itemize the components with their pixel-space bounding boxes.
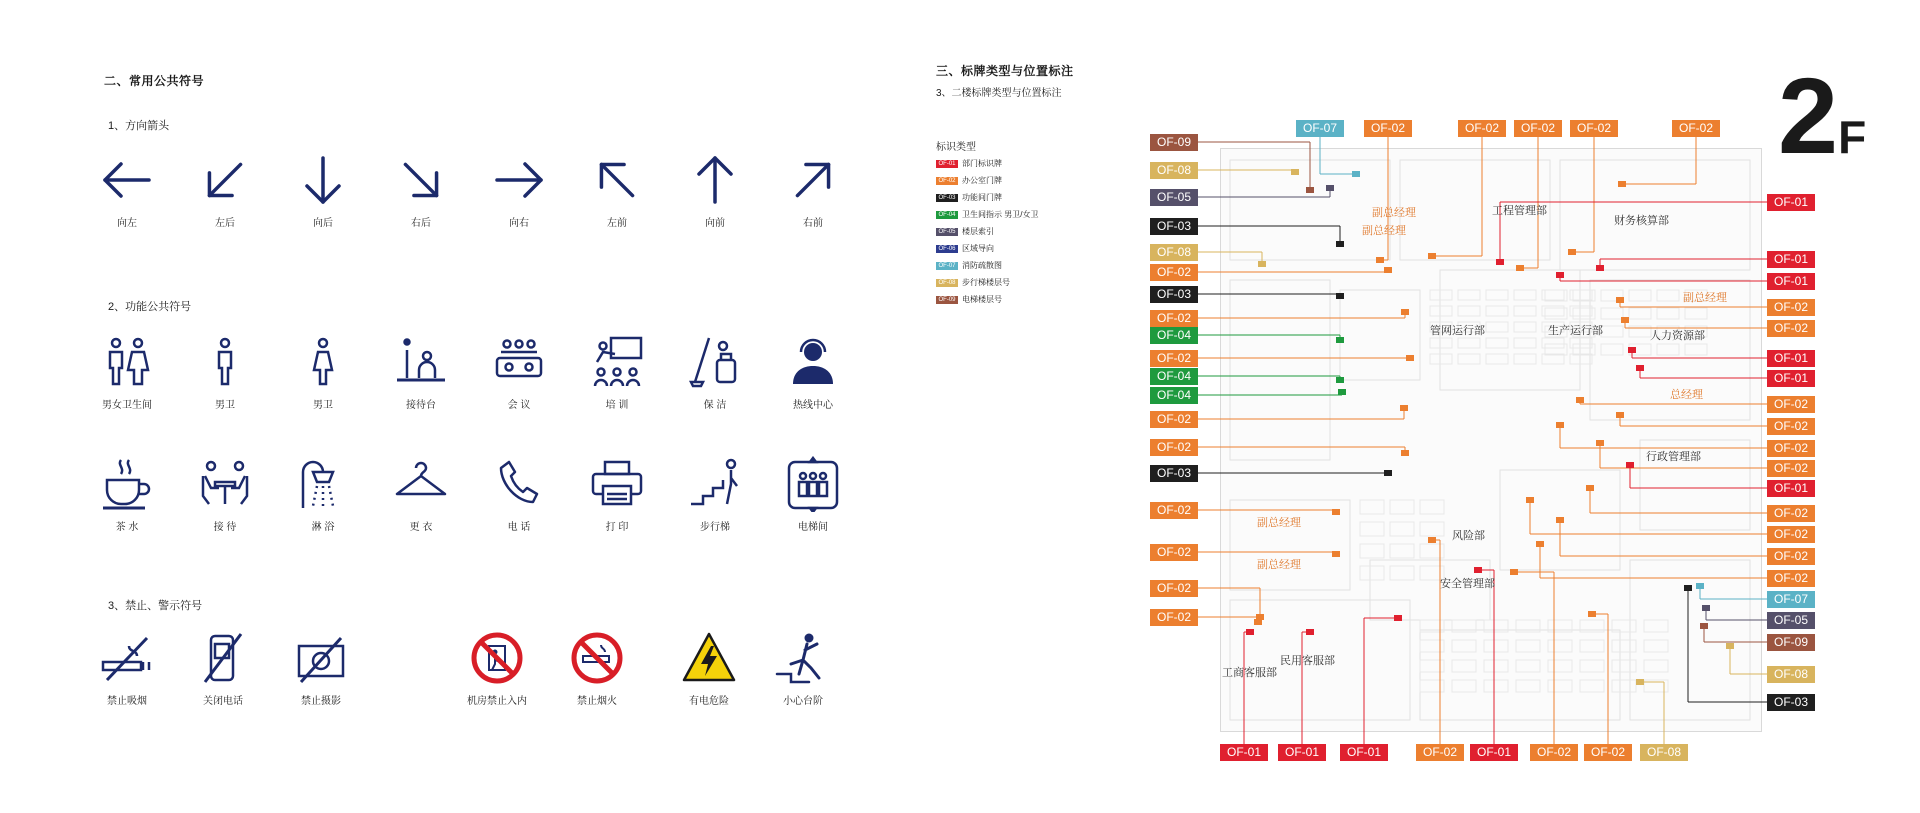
sign-tag-of-02: OF-02 <box>1416 744 1464 761</box>
symbol-label: 淋 浴 <box>311 522 335 533</box>
symbol-label: 机房禁止入内 <box>467 696 527 707</box>
legend-swatch: OF-08 <box>936 279 958 287</box>
sign-tag-of-04: OF-04 <box>1150 387 1198 404</box>
sign-tag-of-03: OF-03 <box>1150 218 1198 235</box>
room-label: 工程管理部 <box>1492 204 1547 217</box>
room-label: 管网运行部 <box>1430 324 1485 337</box>
sign-tag-of-01: OF-01 <box>1767 273 1815 290</box>
room-label: 财务核算部 <box>1614 214 1669 227</box>
sign-tag-of-02: OF-02 <box>1767 418 1815 435</box>
room-label: 生产运行部 <box>1548 324 1603 337</box>
sign-tag-of-02: OF-02 <box>1767 526 1815 543</box>
sign-tag-of-08: OF-08 <box>1767 666 1815 683</box>
legend-label: 消防疏散图 <box>962 261 1002 270</box>
sign-tag-of-02: OF-02 <box>1150 502 1198 519</box>
legend-label: 电梯楼层号 <box>962 295 1002 304</box>
legend-swatch: OF-06 <box>936 245 958 253</box>
sign-tag-of-09: OF-09 <box>1150 134 1198 151</box>
sign-tag-of-01: OF-01 <box>1340 744 1388 761</box>
sign-tag-of-02: OF-02 <box>1150 439 1198 456</box>
symbol-label: 热线中心 <box>793 400 833 411</box>
sign-tag-of-02: OF-02 <box>1150 544 1198 561</box>
room-label: 人力资源部 <box>1650 329 1705 342</box>
sign-tag-of-02: OF-02 <box>1767 505 1815 522</box>
symbol-label: 禁止摄影 <box>301 696 341 707</box>
sign-tag-of-02: OF-02 <box>1767 299 1815 316</box>
sign-tag-of-02: OF-02 <box>1150 310 1198 327</box>
symbol-label: 打 印 <box>605 522 629 533</box>
symbol-label: 接 待 <box>213 522 237 533</box>
sign-tag-of-02: OF-02 <box>1150 264 1198 281</box>
symbol-label: 禁止吸烟 <box>107 696 147 707</box>
sign-tag-of-08: OF-08 <box>1640 744 1688 761</box>
symbol-label: 保 洁 <box>703 400 727 411</box>
sign-tag-of-01: OF-01 <box>1767 370 1815 387</box>
symbol-label: 更 衣 <box>409 522 433 533</box>
sign-types-subtitle: 3、二楼标牌类型与位置标注 <box>936 88 1062 99</box>
sign-tag-of-05: OF-05 <box>1150 189 1198 206</box>
room-label: 副总经理 <box>1372 206 1416 219</box>
symbol-label: 接待台 <box>406 400 436 411</box>
symbol-label: 男卫 <box>215 400 235 411</box>
sign-tag-of-02: OF-02 <box>1530 744 1578 761</box>
symbol-label: 向后 <box>313 218 333 229</box>
sign-tag-of-02: OF-02 <box>1458 120 1506 137</box>
symbol-label: 右前 <box>803 218 823 229</box>
legend-label: 步行梯楼层号 <box>962 278 1010 287</box>
room-label: 副总经理 <box>1683 291 1727 304</box>
symbol-label: 有电危险 <box>689 696 729 707</box>
section-title-sign-types: 三、标牌类型与位置标注 <box>936 64 1074 78</box>
sign-tag-of-01: OF-01 <box>1767 350 1815 367</box>
floor-suffix: F <box>1838 111 1867 163</box>
legend-swatch: OF-09 <box>936 296 958 304</box>
legend-label: 楼层索引 <box>962 227 994 236</box>
legend-swatch: OF-02 <box>936 177 958 185</box>
sign-tag-of-02: OF-02 <box>1767 440 1815 457</box>
symbol-label: 电 话 <box>507 522 531 533</box>
sign-tag-of-02: OF-02 <box>1150 411 1198 428</box>
room-label: 工商客服部 <box>1222 666 1277 679</box>
symbol-label: 男卫 <box>313 400 333 411</box>
symbol-label: 禁止烟火 <box>577 696 617 707</box>
symbol-label: 向右 <box>509 218 529 229</box>
sign-tag-of-05: OF-05 <box>1767 612 1815 629</box>
section-title-common-symbols: 二、常用公共符号 <box>104 74 205 88</box>
symbol-label: 向前 <box>705 218 725 229</box>
sign-tag-of-01: OF-01 <box>1220 744 1268 761</box>
room-label: 总经理 <box>1670 388 1703 401</box>
sign-tag-of-02: OF-02 <box>1514 120 1562 137</box>
functional-subtitle: 2、功能公共符号 <box>108 301 192 313</box>
sign-tag-of-01: OF-01 <box>1470 744 1518 761</box>
symbol-label: 右后 <box>411 218 431 229</box>
legend-swatch: OF-07 <box>936 262 958 270</box>
legend-label: 功能间门牌 <box>962 193 1002 202</box>
symbol-label: 会 议 <box>507 400 531 411</box>
symbol-label: 步行梯 <box>700 522 730 533</box>
sign-tag-of-07: OF-07 <box>1296 120 1344 137</box>
legend-label: 卫生间指示 男卫/女卫 <box>962 210 1039 219</box>
legend-title: 标识类型 <box>936 142 976 153</box>
sign-tag-of-07: OF-07 <box>1767 591 1815 608</box>
room-label: 行政管理部 <box>1646 450 1701 463</box>
sign-tag-of-03: OF-03 <box>1150 465 1198 482</box>
sign-tag-of-02: OF-02 <box>1364 120 1412 137</box>
sign-tag-of-02: OF-02 <box>1150 350 1198 367</box>
sign-tag-of-02: OF-02 <box>1584 744 1632 761</box>
sign-tag-of-02: OF-02 <box>1767 570 1815 587</box>
legend-label: 区域导向 <box>962 244 994 253</box>
room-label: 民用客服部 <box>1280 654 1335 667</box>
room-label: 副总经理 <box>1257 558 1301 571</box>
symbol-label: 左后 <box>215 218 235 229</box>
legend-label: 办公室门牌 <box>962 176 1002 185</box>
sign-tag-of-04: OF-04 <box>1150 368 1198 385</box>
sign-tag-of-02: OF-02 <box>1767 548 1815 565</box>
symbol-label: 关闭电话 <box>203 696 243 707</box>
legend-swatch: OF-04 <box>936 211 958 219</box>
sign-tag-of-01: OF-01 <box>1278 744 1326 761</box>
floor-number: 2 <box>1778 55 1839 176</box>
room-label: 安全管理部 <box>1440 577 1495 590</box>
legend-swatch: OF-03 <box>936 194 958 202</box>
warning-subtitle: 3、禁止、警示符号 <box>108 600 203 612</box>
legend-swatch: OF-01 <box>936 160 958 168</box>
symbol-label: 男女卫生间 <box>102 400 152 411</box>
sign-tag-of-02: OF-02 <box>1767 396 1815 413</box>
arrows-subtitle: 1、方向箭头 <box>108 120 170 132</box>
sign-tag-of-02: OF-02 <box>1767 320 1815 337</box>
symbol-label: 电梯间 <box>798 522 828 533</box>
room-label: 副总经理 <box>1362 224 1406 237</box>
sign-tag-of-02: OF-02 <box>1150 580 1198 597</box>
sign-tag-of-02: OF-02 <box>1767 460 1815 477</box>
sign-tag-of-02: OF-02 <box>1570 120 1618 137</box>
sign-tag-of-03: OF-03 <box>1150 286 1198 303</box>
room-label: 副总经理 <box>1257 516 1301 529</box>
sign-tag-of-02: OF-02 <box>1150 609 1198 626</box>
sign-tag-of-02: OF-02 <box>1672 120 1720 137</box>
legend-swatch: OF-05 <box>936 228 958 236</box>
symbol-label: 左前 <box>607 218 627 229</box>
sign-tag-of-03: OF-03 <box>1767 694 1815 711</box>
symbol-label: 向左 <box>117 218 137 229</box>
sign-tag-of-04: OF-04 <box>1150 327 1198 344</box>
sign-tag-of-01: OF-01 <box>1767 251 1815 268</box>
sign-tag-of-01: OF-01 <box>1767 480 1815 497</box>
sign-tag-of-08: OF-08 <box>1150 162 1198 179</box>
symbol-label: 培 训 <box>605 400 629 411</box>
sign-tag-of-08: OF-08 <box>1150 244 1198 261</box>
legend-label: 部门标识牌 <box>962 159 1002 168</box>
sign-tag-of-09: OF-09 <box>1767 634 1815 651</box>
symbol-label: 茶 水 <box>115 522 139 533</box>
room-label: 风险部 <box>1452 529 1485 542</box>
symbol-label: 小心台阶 <box>783 696 823 707</box>
sign-tag-of-01: OF-01 <box>1767 194 1815 211</box>
